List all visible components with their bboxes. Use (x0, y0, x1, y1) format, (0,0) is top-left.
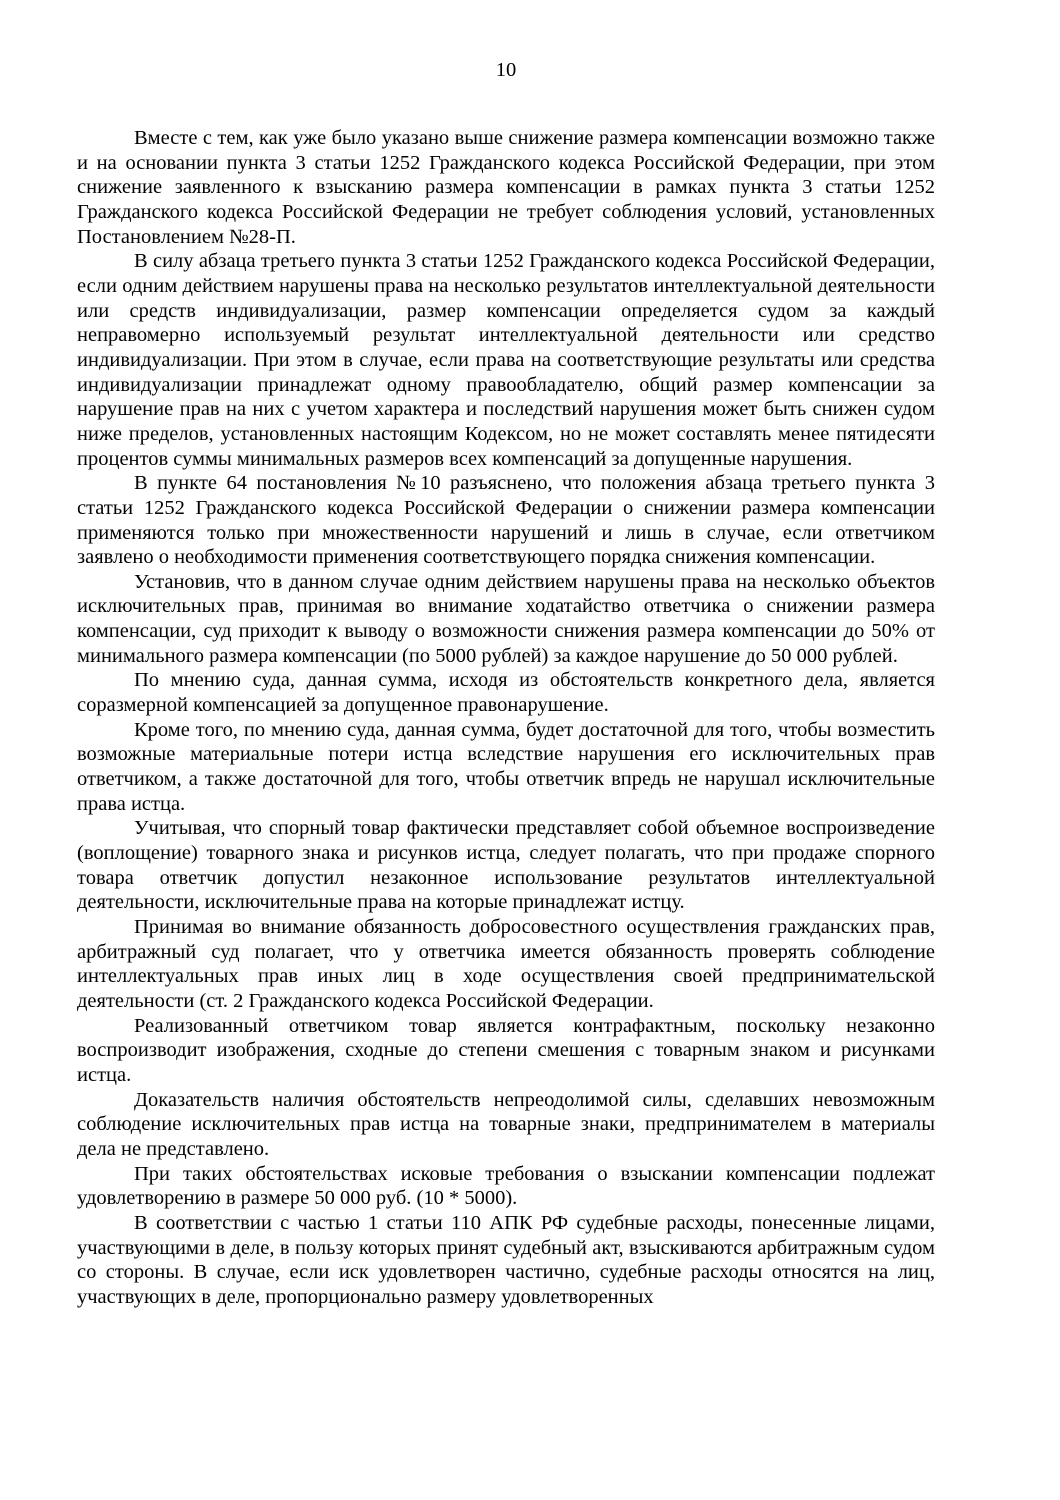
paragraph-2: В силу абзаца третьего пункта 3 статьи 1252 Гражданского кодекса Российской Федерации, если одним действием нарушены права на несколько результатов интеллектуальной деятельности или средств индивидуализации, размер компенсации определяется судом за каждый неправомерно используемый результат интеллектуальной деятельности или средство индивидуализации. При этом в случае, если права на соответствующие результаты или средства индивидуализации принадлежат одному правообладателю, общий размер компенсации за нарушение прав на них с учетом характера и последствий нарушения может быть снижен судом ниже пределов, установленных настоящим Кодексом, но не может составлять менее пятидесяти процентов суммы минимальных размеров всех компенсаций за допущенные нарушения. (77, 250, 935, 470)
paragraph-5: По мнению суда, данная сумма, исходя из обстоятельств конкретного дела, является соразмерной компенсацией за допущенное правонарушение. (77, 669, 935, 717)
paragraph-7: Учитывая, что спорный товар фактически представляет собой объемное воспроизведение (воплощение) товарного знака и рисунков истца, следует полагать, что при продаже спорного товара ответчик допустил незаконное использование результатов интеллектуальной деятельности, исключительные права на которые принадлежат истцу. (77, 817, 935, 914)
paragraph-9: Реализованный ответчиком товар является контрафактным, поскольку незаконно воспроизводит изображения, сходные до степени смешения с товарным знаком и рисунками истца. (77, 1014, 935, 1086)
paragraph-10: Доказательств наличия обстоятельств непреодолимой силы, сделавших невозможным соблюдение исключительных прав истца на товарные знаки, предпринимателем в материалы дела не представлено. (77, 1088, 935, 1160)
paragraph-4: Установив, что в данном случае одним действием нарушены права на несколько объектов исключительных прав, принимая во внимание ходатайство ответчика о снижении размера компенсации, суд приходит к выводу о возможности снижения размера компенсации до 50% от минимального размера компенсации (по 5000 рублей) за каждое нарушение до 50 000 рублей. (77, 570, 935, 667)
paragraph-3: В пункте 64 постановления №10 разъяснено, что положения абзаца третьего пункта 3 статьи 1252 Гражданского кодекса Российской Федерации о снижении размера компенсации применяются только при множественности нарушений и лишь в случае, если ответчиком заявлено о необходимости применения соответствующего порядка снижения компенсации. (77, 472, 935, 569)
paragraph-6: Кроме того, по мнению суда, данная сумма, будет достаточной для того, чтобы возместить возможные материальные потери истца вследствие нарушения его исключительных прав ответчиком, а также достаточной для того, чтобы ответчик впредь не нарушал исключительные права истца. (77, 718, 935, 815)
page-number: 10 (495, 59, 517, 81)
paragraph-12: В соответствии с частью 1 статьи 110 АПК РФ судебные расходы, понесенные лицами, участвующими в деле, в пользу которых принят судебный акт, взыскиваются арбитражным судом со стороны. В случае, если иск удовлетворен частично, судебные расходы относятся на лиц, участвующих в деле, пропорционально размеру удовлетворенных (77, 1211, 935, 1308)
document-body (77, 126, 935, 1310)
paragraph-1: Вместе с тем, как уже было указано выше снижение размера компенсации возможно также и на основании пункта 3 статьи 1252 Гражданского кодекса Российской Федерации, при этом снижение заявленного к взысканию размера компенсации в рамках пункта 3 статьи 1252 Гражданского кодекса Российской Федерации не требует соблюдения условий, установленных Постановлением №28-П. (77, 127, 935, 248)
paragraph-11: При таких обстоятельствах исковые требования о взыскании компенсации подлежат удовлетворению в размере 50 000 руб. (10 * 5000). (77, 1162, 935, 1210)
paragraph-8: Принимая во внимание обязанность добросовестного осуществления гражданских прав, арбитражный суд полагает, что у ответчика имеется обязанность проверять соблюдение интеллектуальных прав иных лиц в ходе осуществления своей предпринимательской деятельности (ст. 2 Гражданского кодекса Российской Федерации. (77, 916, 935, 1012)
